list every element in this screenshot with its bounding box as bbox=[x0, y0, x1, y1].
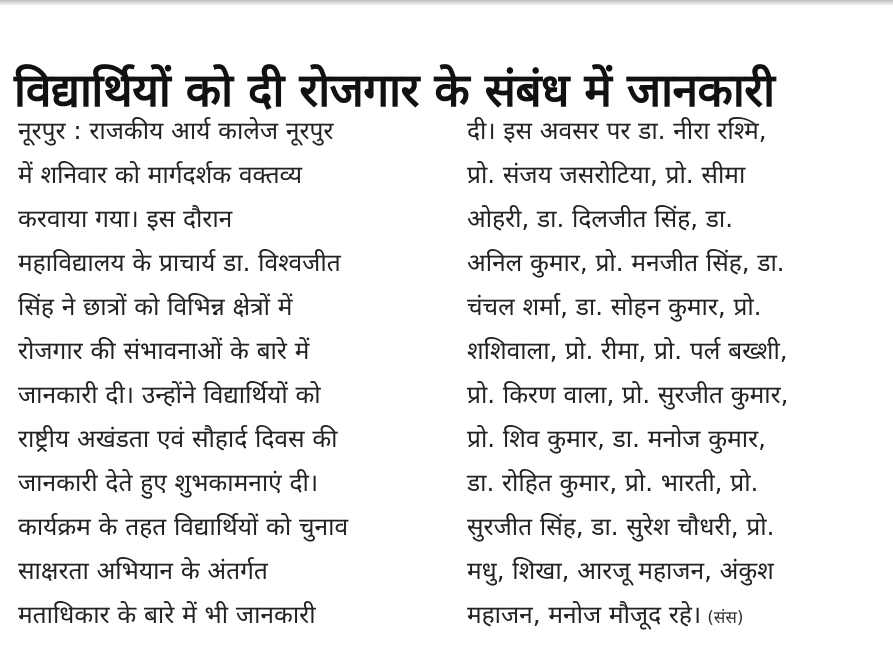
article-column-right bbox=[467, 109, 887, 637]
article-column-left bbox=[18, 109, 448, 637]
article-text-line: में शनिवार को मार्गदर्शक वक्तव्य bbox=[18, 160, 303, 189]
article-text-line: महाविद्यालय के प्राचार्य डा. विश्वजीत bbox=[18, 248, 341, 277]
article-text-line: दी। इस अवसर पर डा. नीरा रश्मि, bbox=[467, 116, 767, 145]
article-text-line: मताधिकार के बारे में भी जानकारी bbox=[18, 600, 316, 629]
article-text-line: जानकारी देते हुए शुभकामनाएं दी। bbox=[18, 468, 319, 497]
article-text-line: मधु, शिखा, आरजू महाजन, अंकुश bbox=[467, 556, 774, 585]
article-text-line: प्रो. शिव कुमार, डा. मनोज कुमार, bbox=[467, 424, 766, 453]
article-text-line: कार्यक्रम के तहत विद्यार्थियों को चुनाव bbox=[18, 512, 349, 541]
article-text-line: प्रो. संजय जसरोटिया, प्रो. सीमा bbox=[467, 160, 746, 189]
article-text-line-final-body: महाजन, मनोज मौजूद रहे। bbox=[467, 600, 702, 629]
article-text-line: जानकारी दी। उन्होंने विद्यार्थियों को bbox=[18, 380, 321, 409]
top-border-rule bbox=[0, 0, 893, 6]
article-text-line: चंचल शर्मा, डा. सोहन कुमार, प्रो. bbox=[467, 292, 762, 321]
article-text-line: रोजगार की संभावनाओं के बारे में bbox=[18, 336, 310, 365]
article-text-line: नूरपुर : राजकीय आर्य कालेज नूरपुर bbox=[18, 116, 334, 145]
article-text-line: ओहरी, डा. दिलजीत सिंह, डा. bbox=[467, 204, 734, 233]
news-agency-credit: (संस) bbox=[707, 608, 744, 628]
article-text-line: डा. रोहित कुमार, प्रो. भारती, प्रो. bbox=[467, 468, 759, 497]
article-headline: विद्यार्थियों को दी रोजगार के संबंध में जानकारी bbox=[14, 62, 775, 117]
article-text-line-final bbox=[467, 593, 887, 637]
article-text-line: सुरजीत सिंह, डा. सुरेश चौधरी, प्रो. bbox=[467, 512, 775, 541]
article-text-line: अनिल कुमार, प्रो. मनजीत सिंह, डा. bbox=[467, 248, 785, 277]
article-text-line: साक्षरता अभियान के अंतर्गत bbox=[18, 556, 268, 585]
article-text-line: प्रो. किरण वाला, प्रो. सुरजीत कुमार, bbox=[467, 380, 789, 409]
article-text-line: करवाया गया। इस दौरान bbox=[18, 204, 233, 233]
article-text-line: शशिवाला, प्रो. रीमा, प्रो. पर्ल बख्शी, bbox=[467, 336, 788, 365]
article-text-line: सिंह ने छात्रों को विभिन्न क्षेत्रों में bbox=[18, 292, 293, 321]
article-text-line: राष्ट्रीय अखंडता एवं सौहार्द दिवस की bbox=[18, 424, 338, 453]
